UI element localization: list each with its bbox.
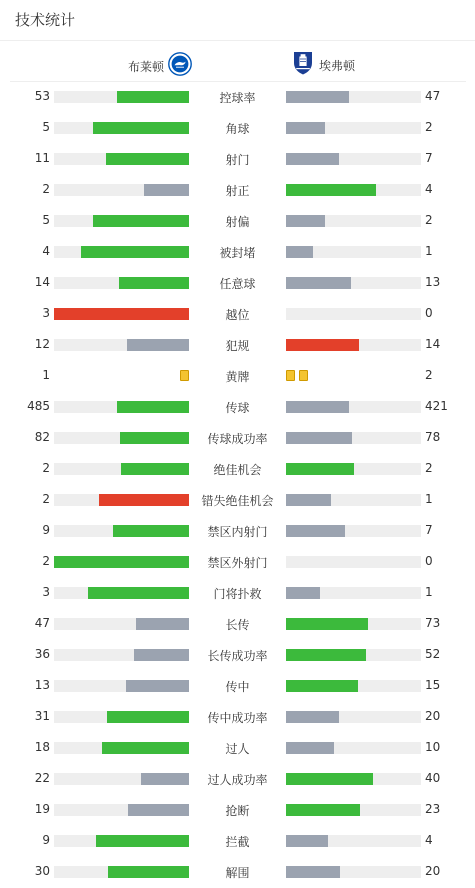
page-title: 技术统计 — [15, 11, 76, 29]
away-stat-bar — [286, 742, 334, 754]
stat-label: 控球率 — [219, 91, 256, 105]
away-stat-track — [286, 649, 421, 661]
home-stat-value: 5 — [42, 213, 50, 227]
home-stat-track — [54, 618, 189, 630]
home-stat-value: 5 — [42, 120, 50, 134]
away-team-name: 埃弗顿 — [319, 58, 356, 73]
home-stat-track — [54, 587, 189, 599]
stat-row — [0, 702, 475, 733]
home-stat-track — [54, 246, 189, 258]
away-stat-track — [286, 866, 421, 878]
home-stat-value: 11 — [34, 151, 50, 165]
away-stat-value: 4 — [425, 182, 433, 196]
away-stat-track — [286, 122, 421, 134]
home-stat-bar — [134, 649, 189, 661]
away-stat-track — [286, 339, 421, 351]
stat-row — [0, 857, 475, 888]
home-stat-value: 4 — [42, 244, 50, 258]
away-stat-bar — [286, 277, 351, 289]
away-stat-value: 2 — [425, 213, 433, 227]
home-stat-bar — [113, 525, 189, 537]
home-stat-value: 3 — [42, 585, 50, 599]
home-stat-value: 53 — [34, 89, 50, 103]
home-stat-track — [54, 742, 189, 754]
away-stat-track — [286, 525, 421, 537]
away-stat-value: 421 — [425, 399, 448, 413]
home-stat-value: 485 — [27, 399, 50, 413]
away-stat-track — [286, 277, 421, 289]
away-stat-bar — [286, 463, 354, 475]
home-stat-track — [54, 525, 189, 537]
away-stat-track — [286, 463, 421, 475]
home-stat-track — [54, 711, 189, 723]
home-stat-track — [54, 432, 189, 444]
away-stat-bar — [286, 773, 373, 785]
away-stat-value: 52 — [425, 647, 441, 661]
away-stat-bar — [286, 432, 352, 444]
home-stat-bar — [81, 246, 189, 258]
stat-label: 被封堵 — [219, 246, 256, 260]
away-stat-bar — [286, 649, 366, 661]
home-stat-track — [54, 556, 189, 568]
away-stat-value: 20 — [425, 864, 441, 878]
away-stat-track — [286, 432, 421, 444]
home-stat-bar — [126, 680, 189, 692]
stat-label: 拦截 — [225, 835, 250, 849]
stat-label: 禁区内射门 — [207, 525, 268, 539]
home-stat-bar — [54, 308, 189, 320]
home-stat-value: 1 — [42, 368, 50, 382]
home-stat-bar — [107, 711, 189, 723]
home-stat-bar — [93, 215, 189, 227]
away-stat-bar — [286, 835, 328, 847]
home-stat-value: 36 — [34, 647, 50, 661]
stat-row — [0, 144, 475, 175]
away-stat-bar — [286, 494, 331, 506]
home-stat-track — [54, 649, 189, 661]
away-stat-track — [286, 742, 421, 754]
away-stat-track — [286, 618, 421, 630]
stat-label: 过人 — [225, 742, 250, 756]
home-stat-value: 47 — [34, 616, 50, 630]
stat-label: 犯规 — [225, 339, 250, 353]
away-stat-value: 0 — [425, 554, 433, 568]
stat-row — [0, 361, 475, 392]
away-stat-track — [286, 804, 421, 816]
home-stat-bar — [96, 835, 189, 847]
home-stat-bar — [117, 91, 189, 103]
away-stat-track — [286, 773, 421, 785]
brighton-crest-icon — [168, 52, 192, 80]
away-stat-bar — [286, 804, 360, 816]
away-stat-value: 13 — [425, 275, 441, 289]
stat-label: 射门 — [225, 153, 250, 167]
home-stat-bar — [144, 184, 189, 196]
away-stat-track — [286, 680, 421, 692]
away-stat-bar — [286, 711, 339, 723]
home-stat-track — [54, 835, 189, 847]
away-stat-value: 20 — [425, 709, 441, 723]
stat-label: 任意球 — [219, 277, 256, 291]
stat-row — [0, 175, 475, 206]
stat-label: 门将扑救 — [213, 587, 262, 601]
stat-row — [0, 82, 475, 113]
away-stat-bar — [286, 525, 345, 537]
home-stat-value: 19 — [34, 802, 50, 816]
stat-row — [0, 330, 475, 361]
away-stat-bar — [286, 122, 325, 134]
away-stat-value: 14 — [425, 337, 441, 351]
home-stat-bar — [88, 587, 189, 599]
away-stat-value: 1 — [425, 244, 433, 258]
stat-row — [0, 547, 475, 578]
stat-row — [0, 764, 475, 795]
away-stat-bar — [286, 680, 358, 692]
away-stat-bar — [286, 246, 313, 258]
home-stat-value: 9 — [42, 833, 50, 847]
away-stat-track — [286, 587, 421, 599]
home-stat-value: 2 — [42, 554, 50, 568]
home-stat-bar — [99, 494, 189, 506]
home-stat-value: 18 — [34, 740, 50, 754]
stat-row — [0, 423, 475, 454]
home-stat-track — [54, 122, 189, 134]
away-stat-track — [286, 91, 421, 103]
stat-row — [0, 268, 475, 299]
stat-label: 错失绝佳机会 — [201, 494, 274, 508]
away-stat-track — [286, 246, 421, 258]
home-stat-value: 2 — [42, 182, 50, 196]
home-stat-bar — [121, 463, 189, 475]
away-stat-track — [286, 494, 421, 506]
stat-label: 传球 — [225, 401, 250, 415]
home-team-name: 布莱顿 — [127, 59, 164, 74]
home-stat-bar — [128, 804, 189, 816]
home-stat-bar — [54, 556, 189, 568]
stat-label: 传球成功率 — [207, 432, 268, 446]
home-stat-value: 30 — [34, 864, 50, 878]
away-stat-value: 78 — [425, 430, 441, 444]
home-stat-track — [54, 215, 189, 227]
away-stat-bar — [286, 618, 368, 630]
stat-row — [0, 237, 475, 268]
home-stat-bar — [108, 866, 189, 878]
away-stat-value: 7 — [425, 523, 433, 537]
home-stat-value: 2 — [42, 461, 50, 475]
away-stat-track — [286, 184, 421, 196]
away-stat-value: 2 — [425, 461, 433, 475]
away-stat-track — [286, 215, 421, 227]
yellow-card-icon — [286, 370, 295, 381]
yellow-card-icon — [180, 370, 189, 381]
stat-label: 传中成功率 — [207, 711, 268, 725]
away-stat-bar — [286, 866, 340, 878]
stat-label: 过人成功率 — [207, 773, 268, 787]
away-stat-value: 15 — [425, 678, 441, 692]
home-stat-track — [54, 308, 189, 320]
home-stat-bar — [136, 618, 189, 630]
everton-crest-icon — [291, 50, 315, 80]
home-stat-value: 31 — [34, 709, 50, 723]
stat-label: 射正 — [225, 184, 250, 198]
away-stat-value: 1 — [425, 492, 433, 506]
home-stat-track — [54, 463, 189, 475]
home-team[interactable] — [128, 52, 192, 80]
stat-label: 传中 — [225, 680, 250, 694]
away-stat-value: 2 — [425, 120, 433, 134]
stat-label: 禁区外射门 — [207, 556, 268, 570]
home-stat-bar — [102, 742, 189, 754]
stat-label: 角球 — [225, 122, 250, 136]
home-stat-value: 12 — [34, 337, 50, 351]
stat-row — [0, 826, 475, 857]
stat-label: 抢断 — [225, 804, 250, 818]
home-stat-value: 9 — [42, 523, 50, 537]
home-yellow-cards — [180, 370, 189, 381]
stat-label: 射偏 — [225, 215, 250, 229]
home-stat-value: 2 — [42, 492, 50, 506]
home-stat-value: 13 — [34, 678, 50, 692]
home-stat-track — [54, 773, 189, 785]
away-stat-bar — [286, 215, 325, 227]
stat-row — [0, 609, 475, 640]
stat-row — [0, 578, 475, 609]
away-stat-value: 2 — [425, 368, 433, 382]
home-stat-track — [54, 184, 189, 196]
stat-label: 长传 — [225, 618, 250, 632]
away-stat-bar — [286, 91, 349, 103]
away-stat-value: 10 — [425, 740, 441, 754]
home-stat-bar — [93, 122, 189, 134]
away-yellow-cards — [286, 370, 308, 381]
stat-row — [0, 795, 475, 826]
away-stat-bar — [286, 184, 376, 196]
away-stat-value: 7 — [425, 151, 433, 165]
away-stat-value: 4 — [425, 833, 433, 847]
home-stat-track — [54, 401, 189, 413]
home-stat-bar — [119, 277, 189, 289]
stat-row — [0, 733, 475, 764]
away-stat-track — [286, 153, 421, 165]
away-stat-track — [286, 308, 421, 320]
away-stat-value: 23 — [425, 802, 441, 816]
home-stat-value: 22 — [34, 771, 50, 785]
home-stat-track — [54, 494, 189, 506]
team-header — [10, 41, 466, 81]
stat-row — [0, 454, 475, 485]
home-stat-track — [54, 277, 189, 289]
away-stat-bar — [286, 587, 320, 599]
home-stat-track — [54, 339, 189, 351]
home-stat-value: 82 — [34, 430, 50, 444]
away-stat-bar — [286, 339, 359, 351]
away-stat-track — [286, 556, 421, 568]
home-stat-bar — [120, 432, 189, 444]
home-stat-track — [54, 866, 189, 878]
stat-label: 长传成功率 — [207, 649, 268, 663]
away-stat-track — [286, 835, 421, 847]
away-stat-value: 1 — [425, 585, 433, 599]
home-stat-bar — [106, 153, 189, 165]
home-stat-bar — [117, 401, 189, 413]
home-stat-bar — [127, 339, 189, 351]
stat-row — [0, 516, 475, 547]
away-team[interactable] — [291, 50, 355, 80]
stat-row — [0, 640, 475, 671]
stat-row — [0, 485, 475, 516]
home-stat-track — [54, 153, 189, 165]
stat-row — [0, 671, 475, 702]
away-stat-value: 47 — [425, 89, 441, 103]
stat-row — [0, 206, 475, 237]
away-stat-bar — [286, 153, 339, 165]
away-stat-value: 73 — [425, 616, 441, 630]
away-stat-track — [286, 401, 421, 413]
away-stat-value: 40 — [425, 771, 441, 785]
stat-label: 黄牌 — [225, 370, 250, 384]
away-stat-bar — [286, 401, 349, 413]
stat-row — [0, 392, 475, 423]
stat-row — [0, 299, 475, 330]
home-stat-track — [54, 804, 189, 816]
away-stat-value: 0 — [425, 306, 433, 320]
stat-row — [0, 113, 475, 144]
yellow-card-icon — [299, 370, 308, 381]
home-stat-track — [54, 680, 189, 692]
stat-label: 解围 — [225, 866, 250, 880]
home-stat-track — [54, 91, 189, 103]
home-stat-bar — [141, 773, 189, 785]
stat-label: 绝佳机会 — [213, 463, 262, 477]
home-stat-value: 14 — [34, 275, 50, 289]
home-stat-value: 3 — [42, 306, 50, 320]
stat-label: 越位 — [225, 308, 250, 322]
away-stat-track — [286, 711, 421, 723]
